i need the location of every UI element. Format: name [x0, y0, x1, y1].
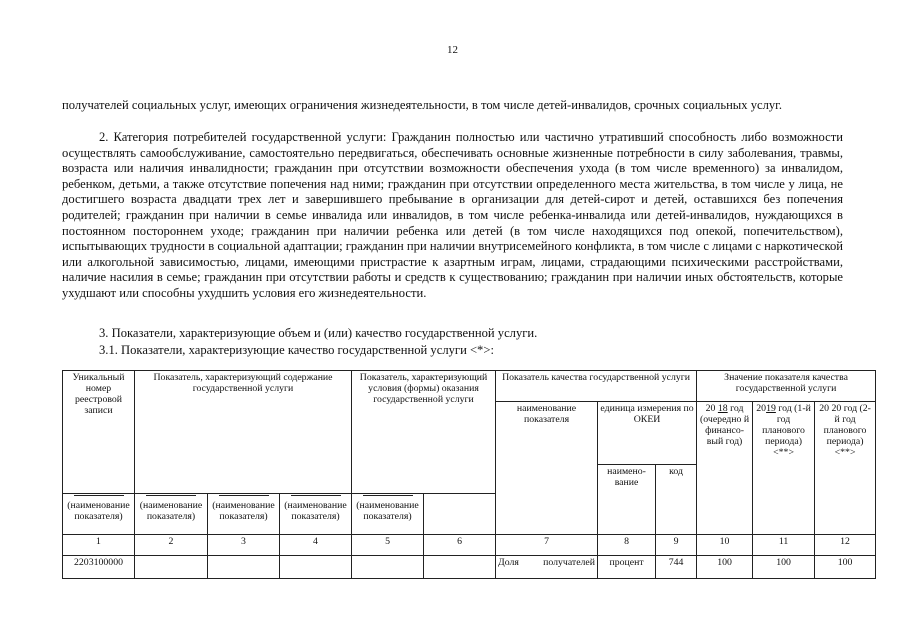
subheader-indicator-5: (наименование показателя): [280, 494, 352, 535]
header-quality-indicator: Показатель качества государственной услуги: [496, 371, 697, 402]
col-number: 8: [598, 535, 656, 556]
header-year-1: 20 18 год (очередно й финансо- вый год): [697, 402, 753, 535]
paragraph-indicators-heading: 3. Показатели, характеризующие объем и (или) качество государственной услуги.: [99, 326, 538, 340]
col-number: 10: [697, 535, 753, 556]
subheader-indicator-6: (наименование показателя): [352, 494, 424, 535]
col-number: 6: [424, 535, 496, 556]
empty-cell: [135, 556, 208, 579]
header-year-3: 20 20 год (2-й год планового периода) <**>: [815, 402, 876, 535]
subheader-indicator-3: (наименование показателя): [135, 494, 208, 535]
paragraph-consumer-category: 2. Категория потребителей государственной услуги: Гражданин полностью или частично утративший способность либо возможности осуществлять самообслуживание, самостоятельно передвигаться, обеспечивать основные жизненные потребности в силу заболевания, травмы, возраста или наличия инвалидности; гражданин при отсутствии возможности обеспечения ухода (в том числе временного) за инвалидом, ребенком, детьми, а также отсутствие попечения над ними; гражданин при отсутствии определенного места жительства, в том числе у лица, не достигшего возраста двадцати трех лет и завершившего пребывание в организации для детей-сирот и детей, оставшихся без попечения родителей; гражданин при наличии в семье инвалида или инвалидов, в том числе ребенка-инвалида или детей-инвалидов, нуждающихся в постоянном постороннем уходе; гражданин при наличии ребенка или детей (в том числе находящихся под опекой, попечительством), испытывающих трудности в социальной адаптации; гражданин при наличии внутрисемейного конфликта, в том числе с лицами с наркотической или алкогольной зависимостью, лицами, имеющими пристрастие к азартным играм, лицами, страдающими психическими расстройствами, наличие насилия в семье; гражданин при отсутствии работы и средств к существованию; гражданин при наличии иных обстоятельств, которые ухудшают или способны ухудшить условия его жизнедеятельности.: [62, 130, 843, 300]
header-unit-code: код: [656, 464, 697, 535]
value-year-3: 100: [815, 556, 876, 579]
header-unit-name: наимено- вание: [598, 464, 656, 535]
subheader-indicator-4: (наименование показателя): [208, 494, 280, 535]
subheader-indicator-2: (наименование показателя): [63, 494, 135, 535]
header-indicator-value: Значение показателя качества государственной услуги: [697, 371, 876, 402]
paragraph-continuation: получателей социальных услуг, имеющих ограничения жизнедеятельности, в том числе детей-инвалидов, срочных социальных услуг.: [62, 98, 783, 112]
col-number: 9: [656, 535, 697, 556]
unit-name: процент: [598, 556, 656, 579]
col-number: 4: [280, 535, 352, 556]
empty-cell: [280, 556, 352, 579]
col-number: 7: [496, 535, 598, 556]
paragraph-quality-heading: 3.1. Показатели, характеризующие качество государственной услуги <*>:: [99, 343, 494, 357]
col-number: 12: [815, 535, 876, 556]
unit-code: 744: [656, 556, 697, 579]
page-number: 12: [447, 44, 458, 56]
col-number: 2: [135, 535, 208, 556]
quality-indicators-table: [62, 370, 876, 579]
empty-cell: [352, 556, 424, 579]
col-number: 3: [208, 535, 280, 556]
col-number: 11: [753, 535, 815, 556]
value-year-2: 100: [753, 556, 815, 579]
header-indicator-name: наименование показателя: [496, 402, 598, 535]
header-unit-okei: единица измерения по ОКЕИ: [598, 402, 697, 465]
indicator-name: Доля получателей: [496, 556, 598, 579]
header-content-indicator: Показатель, характеризующий содержание государственной услуги: [135, 371, 352, 494]
header-unique-record: Уникальный номер реестровой записи: [63, 371, 135, 494]
record-id: 2203100000: [63, 556, 135, 579]
header-year-2: 2019 год (1-й год планового периода) <**>: [753, 402, 815, 535]
empty-cell: [424, 556, 496, 579]
col-number: 1: [63, 535, 135, 556]
empty-cell: [208, 556, 280, 579]
value-year-1: 100: [697, 556, 753, 579]
col-number: 5: [352, 535, 424, 556]
header-conditions-indicator: Показатель, характеризующий условия (формы) оказания государственной услуги: [352, 371, 496, 494]
